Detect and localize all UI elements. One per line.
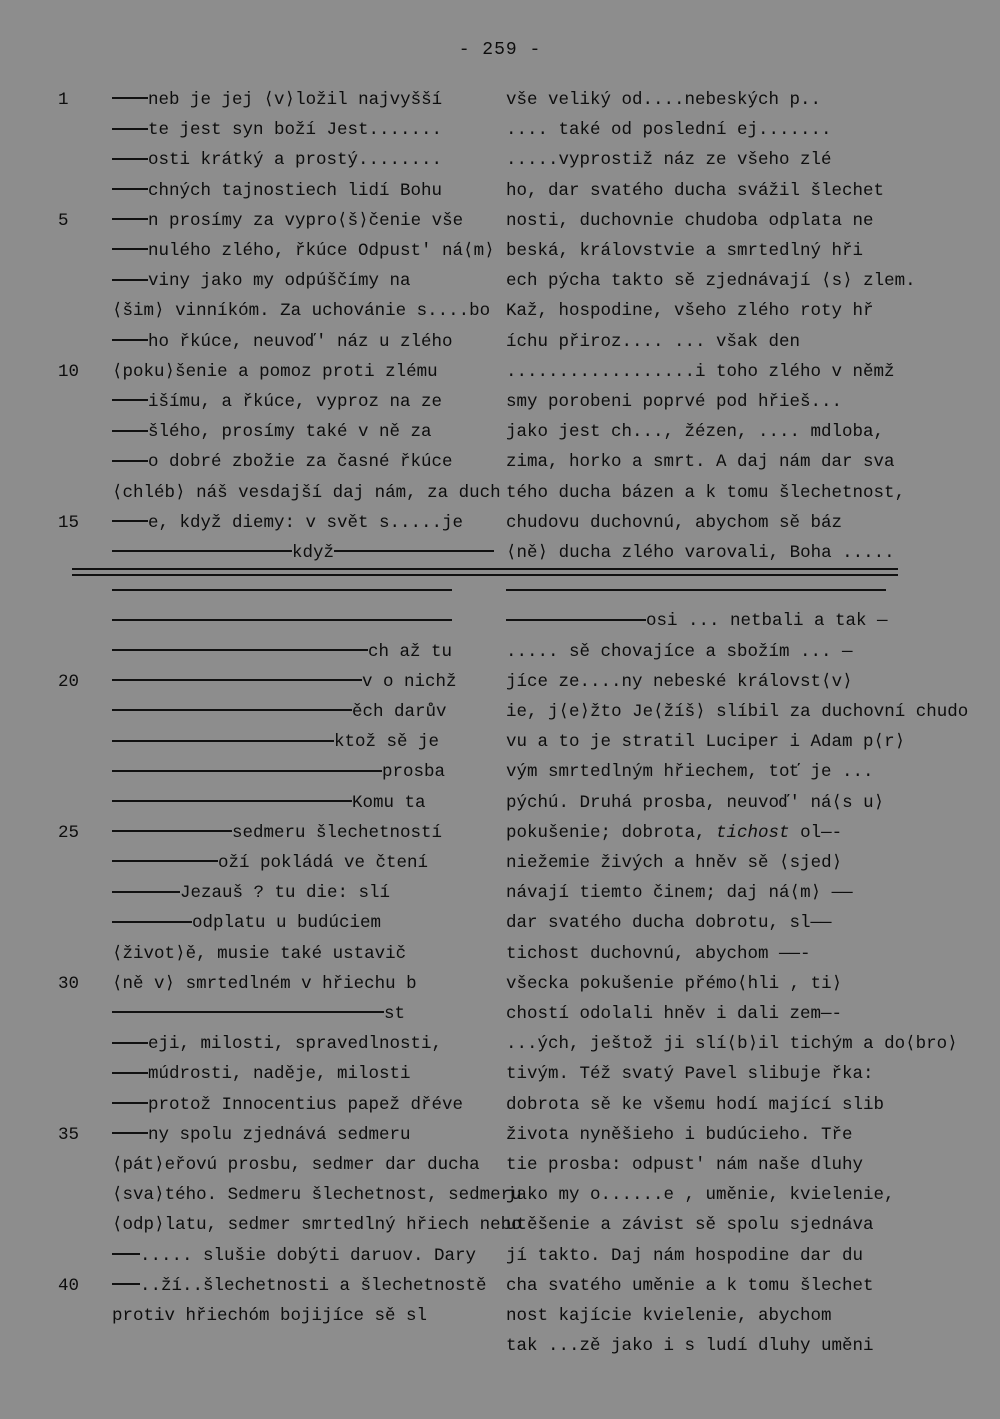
right-line-text: vu a to je stratil Luciper i Adam p⟨r⟩ bbox=[506, 732, 906, 753]
right-line bbox=[506, 818, 842, 848]
lacuna-dash bbox=[112, 218, 148, 220]
line-number: 1 bbox=[58, 90, 69, 110]
right-line-text: tichost duchovnú, abychom ——- bbox=[506, 943, 811, 964]
left-line bbox=[112, 1150, 480, 1180]
lacuna-dash bbox=[112, 399, 148, 401]
left-line bbox=[112, 115, 442, 145]
left-line bbox=[112, 848, 428, 878]
lacuna-dash bbox=[112, 1011, 384, 1013]
lacuna-dash bbox=[112, 520, 148, 522]
right-line bbox=[506, 637, 853, 667]
section-divider-rule bbox=[72, 568, 898, 570]
left-line bbox=[112, 206, 463, 236]
right-line bbox=[506, 447, 895, 477]
right-line bbox=[506, 1090, 884, 1120]
right-line-text: dobrota sě ke všemu hodí mající slib bbox=[506, 1094, 885, 1115]
right-line bbox=[506, 848, 842, 878]
right-line bbox=[506, 145, 832, 175]
lacuna-dash bbox=[112, 740, 334, 742]
left-line bbox=[112, 1120, 411, 1150]
left-line-text: ch až tu bbox=[368, 641, 453, 662]
left-line bbox=[112, 447, 453, 477]
left-line-text: ⟨poku⟩šenie a pomoz proti zlému bbox=[112, 361, 438, 382]
lacuna-dash bbox=[506, 589, 886, 591]
lacuna-dash bbox=[112, 128, 148, 130]
right-line bbox=[506, 757, 874, 787]
page-number: - 259 - bbox=[458, 40, 542, 60]
left-line bbox=[112, 176, 442, 206]
lacuna-dash bbox=[112, 339, 148, 341]
lacuna-dash bbox=[112, 97, 148, 99]
right-line-italic: tichost bbox=[716, 822, 790, 843]
right-line-text: vým smrtedlným hřiechem, toť je ... bbox=[506, 762, 874, 783]
right-line bbox=[506, 667, 853, 697]
right-line-text: tak ...zě jako i s ludí dluhy uměni bbox=[506, 1336, 874, 1357]
section-divider-rule-lower bbox=[72, 574, 898, 576]
right-line bbox=[506, 206, 874, 236]
line-number: 10 bbox=[58, 361, 80, 382]
right-line bbox=[506, 788, 884, 818]
left-line-text: osti krátký a prostý........ bbox=[148, 150, 443, 171]
lacuna-dash bbox=[112, 550, 292, 552]
left-line bbox=[112, 85, 442, 115]
lacuna-dash bbox=[112, 1132, 148, 1134]
line-number: 30 bbox=[58, 973, 80, 994]
left-line bbox=[112, 508, 463, 538]
left-line bbox=[112, 1180, 522, 1210]
left-line-text: šlého, prosímy také v ně za bbox=[148, 422, 432, 443]
right-line-text: nost kajície kvielenie, abychom bbox=[506, 1306, 832, 1326]
lacuna-dash bbox=[112, 860, 218, 862]
left-line-text: protož Innocentius papež dřéve bbox=[148, 1094, 464, 1115]
right-line bbox=[506, 727, 905, 757]
left-line-text: prosba bbox=[382, 762, 446, 783]
right-line-text: tie prosba: odpust' nám naše dluhy bbox=[506, 1155, 864, 1175]
right-line bbox=[506, 697, 968, 727]
line-number: 40 bbox=[58, 1275, 80, 1296]
left-line bbox=[112, 757, 445, 787]
right-line bbox=[506, 576, 886, 606]
left-line bbox=[112, 667, 457, 697]
left-line bbox=[112, 908, 381, 938]
left-line bbox=[112, 1090, 463, 1120]
right-line-text: ...ých, ještož ji slí⟨b⟩il tichým a do⟨bro⟩ bbox=[506, 1034, 958, 1055]
right-line bbox=[506, 1301, 832, 1331]
left-line bbox=[112, 387, 442, 417]
lacuna-dash bbox=[112, 619, 452, 621]
line-number: 35 bbox=[58, 1124, 80, 1145]
left-line-text: ..... slušie dobýti daruov. Dary bbox=[140, 1245, 477, 1266]
lacuna-dash bbox=[112, 188, 148, 190]
lacuna-dash bbox=[112, 460, 148, 462]
right-line bbox=[506, 266, 916, 296]
left-line-text: Komu ta bbox=[352, 792, 426, 813]
left-line-text: te jest syn boží Jest....... bbox=[148, 120, 443, 141]
right-line-text: tého ducha bázen a k tomu šlechetnost, bbox=[506, 482, 906, 503]
lacuna-dash bbox=[112, 1072, 148, 1074]
left-line bbox=[112, 236, 495, 266]
left-line-text: ⟨pát⟩eřovú prosbu, sedmer dar ducha bbox=[112, 1155, 480, 1175]
left-line-text: neb je jej ⟨v⟩ložil najvyšší bbox=[148, 90, 443, 110]
right-line-text: jako my o......e , uměnie, kvielenie, bbox=[506, 1185, 895, 1206]
left-line-text: protiv hřiechóm bojijíce sě sl bbox=[112, 1306, 428, 1326]
right-line-text: chostí odolali hněv i dali zem—- bbox=[506, 1004, 843, 1024]
right-line bbox=[506, 327, 800, 357]
left-line bbox=[112, 1210, 522, 1240]
right-line bbox=[506, 1029, 958, 1059]
right-line bbox=[506, 236, 863, 266]
line-number: 20 bbox=[58, 671, 80, 692]
left-line bbox=[112, 1301, 427, 1331]
left-line-text: v o nichž bbox=[362, 671, 457, 692]
left-line-text: ktož sě je bbox=[334, 732, 440, 753]
left-line-text: ⟨ně v⟩ smrtedlném v hřiechu b bbox=[112, 973, 417, 994]
left-line-text: ho řkúce, neuvoď' náz u zlého bbox=[148, 331, 453, 352]
right-line-text: ho, dar svatého ducha svážil šlechet bbox=[506, 180, 885, 201]
left-line-text: když bbox=[292, 543, 335, 563]
left-line bbox=[112, 478, 501, 508]
right-line-text: ..... sě chovajíce a sbožím ... — bbox=[506, 641, 853, 662]
left-line-text: st bbox=[384, 1004, 406, 1024]
right-line bbox=[506, 85, 821, 115]
right-line-text: nosti, duchovnie chudoba odplata ne bbox=[506, 210, 874, 231]
left-line bbox=[112, 727, 439, 757]
right-line-text: všecka pokušenie přémo⟨hli , ti⟩ bbox=[506, 973, 843, 994]
left-line bbox=[112, 1241, 476, 1271]
lacuna-dash bbox=[112, 679, 362, 681]
left-line-text: odplatu u budúciem bbox=[192, 913, 382, 934]
left-line bbox=[112, 266, 411, 296]
line-number: 5 bbox=[58, 210, 69, 231]
right-line-text: niežemie živých a hněv sě ⟨sjed⟩ bbox=[506, 853, 843, 873]
right-line-text: ie, j⟨e⟩žto Je⟨žíš⟩ slíbil za duchovní chudo bbox=[506, 702, 969, 722]
left-line bbox=[112, 1059, 411, 1089]
left-line bbox=[112, 939, 406, 969]
left-line bbox=[112, 357, 438, 387]
right-line bbox=[506, 969, 842, 999]
left-line-text: ⟨odp⟩latu, sedmer smrtedlný hřiech nebo bbox=[112, 1215, 522, 1236]
right-line bbox=[506, 908, 832, 938]
left-line bbox=[112, 697, 447, 727]
right-line-text: pýchú. Druhá prosba, neuvoď' ná⟨s u⟩ bbox=[506, 792, 885, 813]
lacuna-dash bbox=[112, 279, 148, 281]
right-line-text: beská, královstvie a smrtedlný hři bbox=[506, 241, 864, 261]
left-line-text: išímu, a řkúce, vyproz na ze bbox=[148, 392, 443, 412]
right-line-text: ech pýcha takto sě zjednávají ⟨s⟩ zlem. bbox=[506, 271, 916, 292]
right-line-text: osi ... netbali a tak — bbox=[646, 611, 888, 632]
right-line-text-after: ol—- bbox=[789, 822, 843, 843]
right-line-text: jako jest ch..., žézen, .... mdloba, bbox=[506, 422, 885, 443]
right-line bbox=[506, 999, 842, 1029]
right-line bbox=[506, 538, 895, 568]
right-line-text: utěšenie a závist sě spolu sjednáva bbox=[506, 1215, 874, 1236]
right-line-text: chudovu duchovnú, abychom sě báz bbox=[506, 512, 843, 533]
right-line bbox=[506, 417, 884, 447]
left-line-text: ⟨život⟩ě, musie také ustavič bbox=[112, 943, 407, 964]
left-line-text: n prosímy za vypro⟨š⟩čenie vše bbox=[148, 210, 464, 231]
left-line bbox=[112, 538, 494, 568]
left-line bbox=[112, 327, 453, 357]
right-line-text: života nyněšieho i budúcieho. Tře bbox=[506, 1124, 853, 1145]
right-line bbox=[506, 508, 842, 538]
line-number: 25 bbox=[58, 822, 80, 843]
left-line-text: ⟨šim⟩ vinníkóm. Za uchovánie s....bo bbox=[112, 301, 491, 322]
right-line bbox=[506, 939, 811, 969]
left-line-text: ěch darův bbox=[352, 702, 447, 722]
left-line bbox=[112, 417, 432, 447]
lacuna-dash bbox=[112, 1102, 148, 1104]
left-line bbox=[112, 999, 405, 1029]
left-line bbox=[112, 788, 426, 818]
right-line bbox=[506, 1120, 853, 1150]
right-line bbox=[506, 606, 888, 636]
left-line bbox=[112, 637, 452, 667]
lacuna-dash bbox=[112, 709, 352, 711]
left-line-text: Jezauš ? tu die: slí bbox=[180, 883, 391, 904]
right-line bbox=[506, 176, 884, 206]
right-line bbox=[506, 1210, 874, 1240]
lacuna-dash bbox=[112, 649, 368, 651]
right-line bbox=[506, 1180, 895, 1210]
right-line bbox=[506, 115, 832, 145]
right-line bbox=[506, 1241, 863, 1271]
right-line-text: jí takto. Daj nám hospodine dar du bbox=[506, 1245, 864, 1266]
right-line bbox=[506, 296, 874, 326]
right-line-text: návají tiemto činem; daj ná⟨m⟩ —— bbox=[506, 883, 853, 904]
left-line bbox=[112, 145, 442, 175]
right-line-text: jíce ze....ny nebeské královst⟨v⟩ bbox=[506, 671, 853, 692]
right-line-text: zima, horko a smrt. A daj nám dar sva bbox=[506, 452, 895, 473]
right-line bbox=[506, 1059, 874, 1089]
right-line bbox=[506, 387, 842, 417]
left-line-text: sedmeru šlechetností bbox=[232, 822, 443, 843]
right-line bbox=[506, 478, 905, 508]
right-line-text: smy porobeni poprvé pod hřieš... bbox=[506, 392, 843, 412]
left-line-text: ⟨sva⟩tého. Sedmeru šlechetnost, sedmeru bbox=[112, 1185, 522, 1206]
right-line-text: vše veliký od....nebeských p.. bbox=[506, 90, 822, 110]
left-line-text: ⟨chléb⟩ náš vesdajší daj nám, za duch bbox=[112, 482, 501, 503]
left-line-text: eji, milosti, spravedlnosti, bbox=[148, 1034, 443, 1055]
lacuna-dash-trailing bbox=[334, 550, 494, 552]
left-line-text: ..ží..šlechetnosti a šlechetnostě bbox=[140, 1275, 487, 1296]
left-line bbox=[112, 878, 390, 908]
right-line-text: .....vyprostiž náz ze všeho zlé bbox=[506, 150, 832, 171]
left-line-text: múdrosti, naděje, milosti bbox=[148, 1064, 411, 1085]
left-line-text: nulého zlého, řkúce Odpust' ná⟨m⟩ bbox=[148, 241, 495, 261]
lacuna-dash bbox=[112, 830, 232, 832]
right-line-text: tivým. Též svatý Pavel slibuje řka: bbox=[506, 1064, 874, 1085]
right-line-text: pokušenie; dobrota, bbox=[506, 822, 717, 843]
right-line-text: dar svatého ducha dobrotu, sl—— bbox=[506, 913, 832, 934]
left-line-text: viny jako my odpúščímy na bbox=[148, 271, 411, 292]
right-line bbox=[506, 357, 895, 387]
right-line-text: .... také od poslední ej....... bbox=[506, 120, 832, 141]
left-line-text: ny spolu zjednává sedmeru bbox=[148, 1124, 411, 1145]
left-line-text: oží pokládá ve čtení bbox=[218, 853, 429, 873]
lacuna-dash bbox=[112, 921, 192, 923]
line-number: 15 bbox=[58, 512, 80, 533]
left-line-text: o dobré zbožie za časné řkúce bbox=[148, 452, 453, 473]
left-line bbox=[112, 1271, 487, 1301]
lacuna-dash bbox=[112, 589, 452, 591]
lacuna-dash bbox=[112, 800, 352, 802]
right-line bbox=[506, 1150, 863, 1180]
left-line bbox=[112, 606, 452, 636]
lacuna-dash bbox=[112, 1283, 140, 1285]
right-line bbox=[506, 1331, 874, 1361]
lacuna-dash bbox=[112, 1253, 140, 1255]
left-line bbox=[112, 969, 417, 999]
lacuna-dash bbox=[112, 770, 382, 772]
left-line bbox=[112, 1029, 442, 1059]
right-line-text: ..................i toho zlého v němž bbox=[506, 361, 895, 382]
right-line-text: Kaž, hospodine, všeho zlého roty hř bbox=[506, 301, 874, 322]
left-line-text: chných tajnostiech lidí Bohu bbox=[148, 180, 443, 201]
right-line-text: cha svatého uměnie a k tomu šlechet bbox=[506, 1275, 874, 1296]
right-line bbox=[506, 1271, 874, 1301]
left-line bbox=[112, 818, 442, 848]
right-line-text: íchu přiroz.... ... však den bbox=[506, 331, 801, 352]
left-line bbox=[112, 576, 452, 606]
lacuna-dash bbox=[112, 248, 148, 250]
lacuna-dash bbox=[506, 619, 646, 621]
lacuna-dash bbox=[112, 1042, 148, 1044]
lacuna-dash bbox=[112, 891, 180, 893]
lacuna-dash bbox=[112, 158, 148, 160]
lacuna-dash bbox=[112, 430, 148, 432]
right-line bbox=[506, 878, 853, 908]
left-line bbox=[112, 296, 490, 326]
right-line-text: ⟨ně⟩ ducha zlého varovali, Boha ..... bbox=[506, 543, 895, 563]
left-line-text: e, když diemy: v svět s.....je bbox=[148, 512, 464, 533]
